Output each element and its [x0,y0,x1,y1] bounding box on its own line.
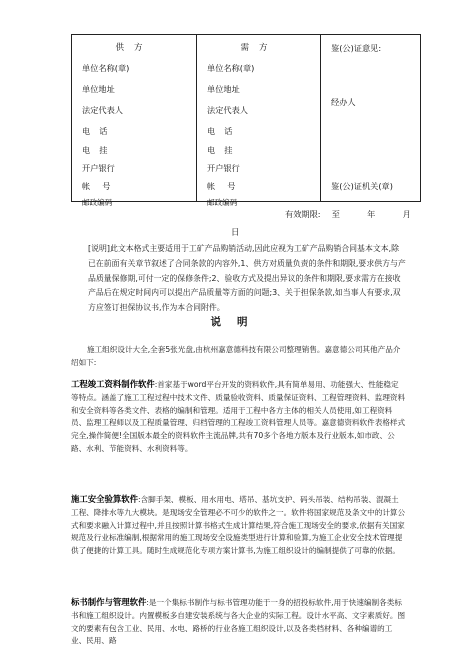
buyer-field: 帐号 [207,181,248,191]
notary-handler: 经办人 [331,97,356,107]
buyer-field: 单位名称(章) [207,63,255,73]
buyer-field: 电话 [207,126,242,136]
validity-to: 至 [331,209,340,219]
buyer-field: 单位地址 [207,84,240,94]
software-description: :含脚手架、模板、用水用电、塔吊、基坑支护、码头吊装、结构吊装、混凝土工程、降排水等九大模块。是现场安全管理必不可少的软件之一。软件将国家规范及条文中的计算公式和要求融入计算过程中,并且按照计算书格式生成计算结果,符合施工现场安全的要求,依据有关国家规范及行业标准编制,根据常用的施工现场安全设施类型进行计算和验算,为施工企业安全技术管理提供了便捷的计算工具。随时生成规范化专项方案计算书,为施工组织设计的编制提供了可靠的依据。 [71,495,406,556]
signature-table [71,34,421,207]
buyer-field: 邮政编码 [207,198,238,207]
buyer-field: 法定代表人 [207,105,248,115]
software-name: 施工安全验算软件 [71,494,138,504]
intro-paragraph: 施工组织设计大全,全套5张光盘,由杭州嘉意德科技有限公司整理销售。嘉意德公司其他产品介绍如下: [71,345,401,367]
section-title: 说明 [210,316,264,328]
supplier-field: 单位地址 [82,84,115,94]
software-name: 标书制作与管理软件 [71,597,147,607]
buyer-field: 开户银行 [207,163,240,173]
software-entry [71,493,406,558]
supplier-header: 供方 [115,43,153,53]
validity-month: 月 [402,209,411,219]
supplier-field: 单位名称(章) [82,63,130,73]
supplier-field: 电挂 [82,145,117,155]
software-description: :是一个集标书制作与标书管理功能于一身的招投标软件,用于快速编制各类标书和施工组织设计。内置模板多自建安装系统与各大企业的实际工程。设计水平高、文字素质好。图文的要素有包含工业、民用、水电、路桥的行业各施工组织设计,以及各类档材料、各种编谱的工业、民用、路 [71,598,406,646]
notary-column [320,35,423,201]
buyer-field: 电挂 [207,145,242,155]
supplier-field: 电话 [82,126,117,136]
supplier-field: 开户银行 [82,163,115,173]
validity-day: 日 [231,228,240,238]
buyer-column [196,35,321,207]
software-description: :首家基于word平台开发的资料软件,具有简单易用、功能强大、性能稳定等特点。涵盖了施工工程过程中技术文件、质量验收资料、质量保证资料、工程管理资料、监理资料和安全资料等各类文件、表格的编制和管理。适用于工程中各方主体的相关人员使用,如工程资料员、监理工程师以及工程质量管理、归档管理的工程竣工资料管理人员等。嘉意德资料软件表格样式完全,操作简便!全国版本最全的资料软件主流品牌,共有70多个各地方版本及行业版本,如市政、公路、水利、节能资料、水利资料等。 [71,380,406,453]
validity-line [285,209,411,220]
software-name: 工程竣工资料制作软件 [71,379,155,389]
supplier-column [72,35,196,207]
notary-opinion: 鉴(公)证意见: [331,43,382,53]
supplier-field: 法定代表人 [82,105,123,115]
supplier-field: 邮政编码 [82,198,113,207]
supplier-field: 帐号 [82,181,123,191]
validity-year: 年 [367,209,376,219]
validity-label: 有效期限: [285,209,321,219]
software-entry [71,378,406,456]
explanation-paragraph: [说明]此文本格式主要适用于工矿产品购销活动,因此应视为工矿产品购销合同基本文本,除已在前面有关章节叙述了合同条款的内容外,1、供方对质量负责的条件和期限,要求供方与产品质量保修期,可付一定的保修条件;2、验收方式及提出异议的条件和期限,要求需方在接收产品后在规定时间内可以提出产品质量等方面的问题;3、关于担保条款,如当事人有要求,双方应签订担保协议书,作为本合同附件。 [88,244,406,313]
software-entry [71,596,406,648]
buyer-header: 需方 [240,43,278,53]
notary-authority: 鉴(公)证机关(章) [331,181,393,191]
